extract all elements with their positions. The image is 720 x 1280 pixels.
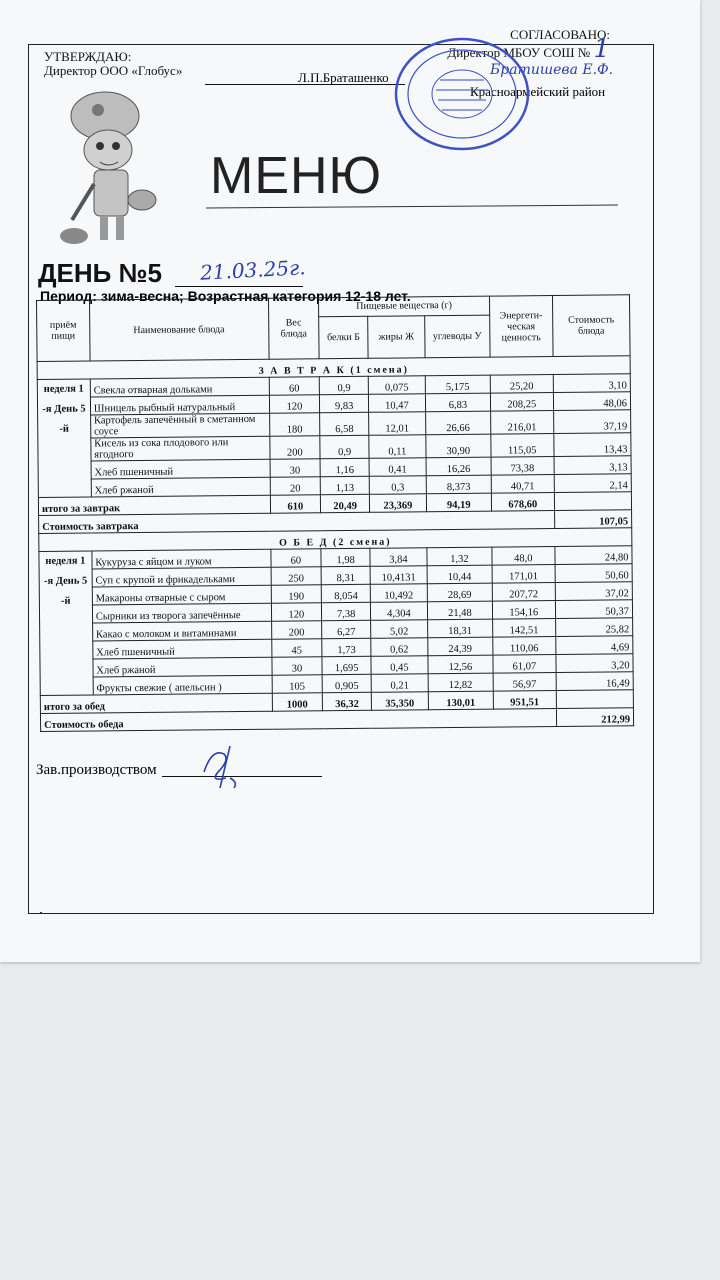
dish-cost: 37,19 (553, 410, 630, 434)
manager-label: Зав.производством (36, 762, 157, 778)
col-energy: Энергети-ческая ценность (489, 296, 553, 358)
dish-cost: 2,14 (554, 474, 631, 493)
dish-fat: 0,21 (371, 674, 428, 693)
chef-illustration-icon (60, 88, 170, 248)
dish-protein: 8,31 (321, 566, 370, 584)
cost-label: Стоимость обеда (40, 709, 556, 732)
col-name: Наименование блюда (89, 298, 268, 361)
dish-name: Кукуруза с яйцом и луком (92, 549, 271, 569)
agreed-title: СОГЛАСОВАНО: (510, 27, 610, 42)
approve-signer: Л.П.Браташенко (298, 70, 389, 85)
dish-name: Свекла отварная дольками (90, 377, 269, 397)
total-label: итого за завтрак (38, 495, 270, 515)
dish-cost: 50,60 (555, 564, 632, 583)
dish-cost: 25,82 (555, 618, 632, 637)
dish-cost: 16,49 (556, 672, 633, 691)
col-weight: Вес блюда (268, 298, 319, 359)
dish-weight: 60 (270, 549, 321, 567)
col-fat: жиры Ж (368, 315, 425, 358)
dish-weight: 200 (269, 436, 320, 459)
round-stamp-icon (392, 36, 532, 152)
dish-cost: 13,43 (554, 433, 631, 457)
total-protein: 20,49 (321, 494, 370, 512)
dish-weight: 45 (271, 639, 322, 657)
lunch-title: О Б Е Д (2 смена) (39, 528, 632, 552)
dish-fat: 4,304 (370, 602, 427, 621)
dish-carbs: 12,82 (428, 673, 493, 692)
col-cost: Стоимость блюда (552, 295, 630, 357)
cost-label: Стоимость завтрака (39, 511, 555, 534)
dish-carbs: 16,26 (426, 457, 491, 476)
dish-weight: 190 (271, 585, 322, 603)
dish-name: Шницель рыбный натуральный (90, 395, 269, 415)
week-day-label: неделя 1 -я День 5 -й (39, 551, 93, 696)
dish-protein: 1,73 (322, 638, 371, 656)
dish-name: Хлеб пшеничный (93, 639, 272, 659)
dish-energy: 56,97 (493, 673, 556, 692)
approval-block (44, 50, 182, 78)
dish-weight: 60 (269, 377, 320, 395)
dish-cost: 3,13 (554, 456, 631, 475)
dish-cost: 48,06 (553, 392, 630, 411)
dish-energy: 171,01 (492, 565, 555, 584)
total-energy: 951,51 (493, 691, 556, 710)
dish-fat: 5,02 (371, 620, 428, 639)
total-carbs: 130,01 (428, 691, 493, 710)
dish-carbs: 28,69 (427, 583, 492, 602)
dish-protein: 0,9 (320, 376, 369, 394)
dish-protein: 6,58 (320, 412, 369, 435)
menu-table (36, 294, 634, 732)
handwritten-date: 21.03.25г. (199, 255, 307, 285)
dish-weight: 180 (269, 413, 320, 436)
total-label: итого за обед (40, 693, 272, 713)
col-nutrients: Пищевые вещества (г) (319, 296, 490, 316)
dish-name: Суп с крупой и фрикадельками (92, 567, 271, 587)
dish-energy: 73,38 (491, 457, 554, 476)
dish-fat: 0,075 (368, 376, 425, 395)
dish-weight: 30 (271, 657, 322, 675)
dish-carbs: 18,31 (427, 619, 492, 638)
dish-carbs: 10,44 (427, 565, 492, 584)
total-weight: 1000 (272, 693, 323, 711)
manager-signature-icon (190, 742, 250, 792)
dish-name: Картофель запечённый в сметанном соусе (90, 413, 269, 438)
dish-cost: 4,69 (556, 636, 633, 655)
dish-protein: 7,38 (322, 602, 371, 620)
dish-cost: 50,37 (555, 600, 632, 619)
cost-total: 107,05 (554, 510, 631, 529)
dish-carbs: 12,56 (428, 655, 493, 674)
agreed-number: 1 (593, 34, 610, 64)
dish-name: Макароны отварные с сыром (92, 585, 271, 605)
agreed-region: Красноармейский район (470, 84, 606, 99)
dish-name: Хлеб ржаной (91, 477, 270, 497)
total-fat: 23,369 (369, 494, 426, 513)
day-number: ДЕНЬ №5 (38, 258, 162, 288)
period-line: Период: зима-весна; Возрастная категория 12-18 лет. (40, 288, 411, 304)
dish-carbs: 26,66 (425, 411, 490, 435)
dish-fat: 0,3 (369, 476, 426, 495)
total-fat: 35,350 (371, 692, 428, 711)
dish-protein: 9,83 (320, 394, 369, 412)
total-cost-empty (554, 492, 631, 511)
dish-fat: 3,84 (370, 548, 427, 567)
dish-fat: 10,4131 (370, 566, 427, 585)
paper-speck (40, 912, 42, 914)
dish-fat: 0,45 (371, 656, 428, 675)
dish-weight: 200 (271, 621, 322, 639)
dish-protein: 1,13 (320, 476, 369, 494)
page-title: МЕНЮ (210, 147, 383, 205)
dish-name: Хлеб ржаной (93, 657, 272, 677)
dish-fat: 0,41 (369, 458, 426, 477)
dish-energy: 110,06 (493, 637, 556, 656)
total-carbs: 94,19 (426, 493, 491, 512)
dish-energy: 216,01 (490, 411, 553, 435)
dish-carbs: 1,32 (427, 547, 492, 566)
day-underline (175, 286, 303, 287)
breakfast-title: З А В Т Р А К (1 смена) (37, 356, 630, 380)
dish-cost: 3,10 (553, 374, 630, 393)
col-meal: приём пищи (37, 300, 90, 362)
total-weight: 610 (270, 495, 321, 513)
dish-cost: 37,02 (555, 582, 632, 601)
dish-weight: 120 (269, 395, 320, 413)
dish-name: Какао с молоком и витаминами (92, 621, 271, 641)
dish-energy: 61,07 (493, 655, 556, 674)
dish-protein: 1,98 (321, 548, 370, 566)
dish-weight: 120 (271, 603, 322, 621)
total-protein: 36,32 (323, 692, 372, 710)
dish-fat: 0,11 (369, 435, 426, 459)
dish-protein: 1,695 (322, 656, 371, 674)
dish-energy: 208,25 (490, 393, 553, 412)
dish-name: Фрукты свежие ( апельсин ) (93, 675, 272, 695)
dish-energy: 40,71 (491, 475, 554, 494)
dish-weight: 250 (271, 567, 322, 585)
dish-energy: 48,0 (492, 547, 555, 566)
dish-cost: 3,20 (556, 654, 633, 673)
col-carbs: углеводы У (425, 315, 490, 358)
dish-fat: 10,492 (370, 584, 427, 603)
dish-name: Сырники из творога запечённые (92, 603, 271, 623)
cost-total: 212,99 (556, 708, 633, 727)
dish-carbs: 6,83 (425, 393, 490, 412)
dish-fat: 0,62 (371, 638, 428, 657)
dish-fat: 10,47 (368, 394, 425, 413)
dish-fat: 12,01 (369, 412, 426, 436)
dish-carbs: 24,39 (428, 637, 493, 656)
total-energy: 678,60 (491, 493, 554, 512)
dish-weight: 30 (270, 459, 321, 477)
dish-carbs: 8,373 (426, 475, 491, 494)
col-protein: белки Б (319, 316, 368, 359)
dish-carbs: 5,175 (425, 375, 490, 394)
dish-carbs: 30,90 (426, 434, 491, 458)
dish-energy: 142,51 (492, 619, 555, 638)
approve-title: УТВЕРЖДАЮ: (44, 49, 132, 64)
dish-carbs: 21,48 (427, 601, 492, 620)
total-cost-empty (556, 690, 633, 709)
dish-energy: 154,16 (492, 601, 555, 620)
dish-protein: 0,9 (320, 435, 369, 458)
dish-protein: 1,16 (320, 458, 369, 476)
approve-role: Директор ООО «Глобус» (44, 63, 183, 78)
dish-protein: 8,054 (322, 584, 371, 602)
dish-weight: 105 (272, 675, 323, 693)
dish-protein: 0,905 (322, 674, 371, 692)
week-day-label: неделя 1 -я День 5 -й (37, 379, 91, 498)
dish-energy: 115,05 (491, 434, 554, 458)
dish-energy: 25,20 (490, 375, 553, 394)
dish-protein: 6,27 (322, 620, 371, 638)
dish-name: Хлеб пшеничный (91, 459, 270, 479)
dish-weight: 20 (270, 477, 321, 495)
agreed-handwritten: Братишева Е.Ф. (490, 62, 614, 78)
agreed-role: Директор МБОУ СОШ № (447, 45, 591, 60)
dish-energy: 207,72 (492, 583, 555, 602)
dish-name: Кисель из сока плодового или ягодного (91, 436, 270, 461)
dish-cost: 24,80 (555, 546, 632, 565)
